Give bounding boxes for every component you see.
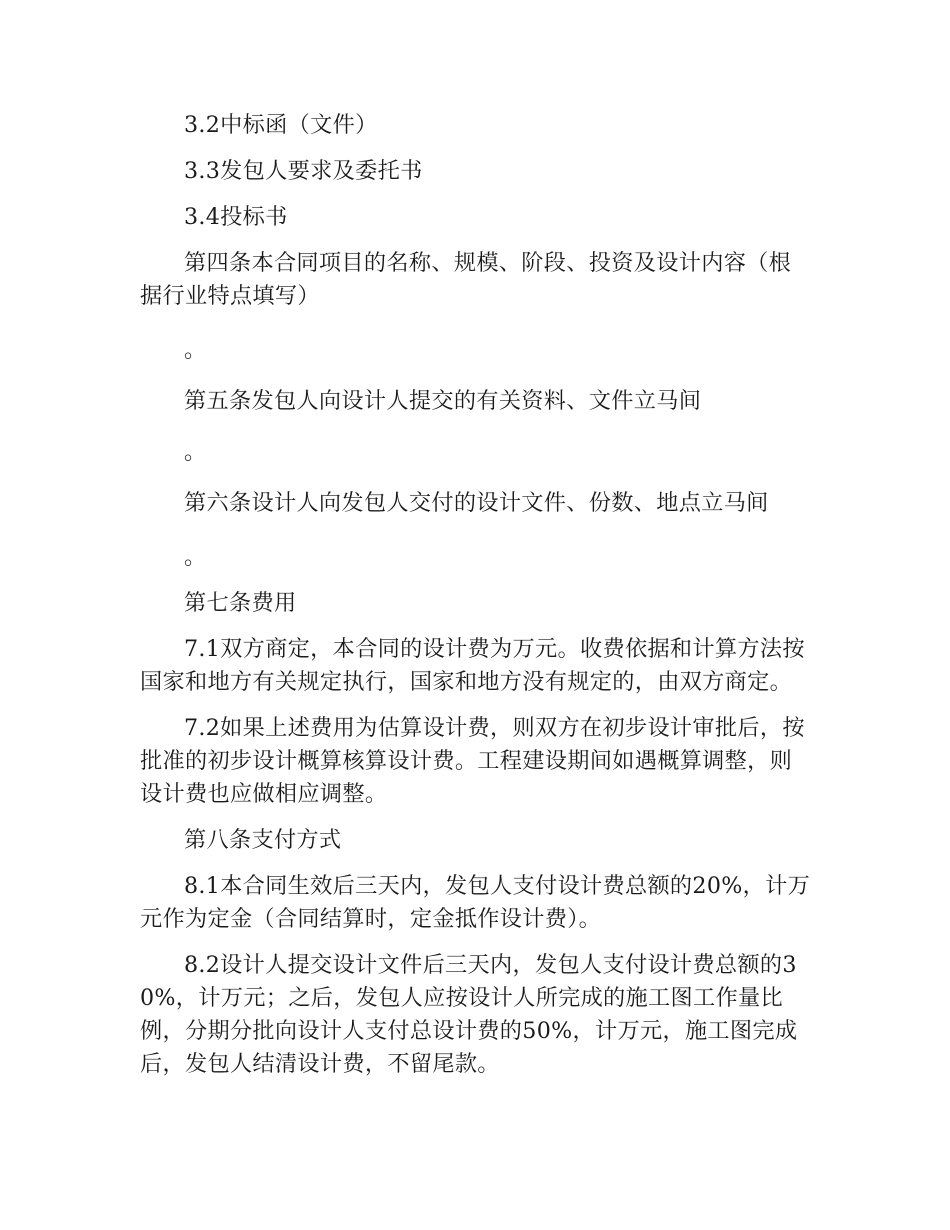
clause-8-1: 8.1本合同生效后三天内，发包人支付设计费总额的20%，计万元作为定金（合同结算时，定金抵作设计费）。: [140, 873, 811, 932]
article-5-blank: 。: [184, 439, 207, 465]
clause-7-1: 7.1双方商定，本合同的设计费为万元。收费依据和计算方法按国家和地方有关规定执行，国家和地方没有规定的，由双方商定。: [140, 636, 805, 695]
article-4-blank: 。: [184, 337, 207, 363]
article-5: 第五条发包人向设计人提交的有关资料、文件立马间: [184, 388, 702, 414]
clause-3-3: 3.3发包人要求及委托书: [184, 158, 423, 184]
clause-7-2: 7.2如果上述费用为估算设计费，则双方在初步设计审批后，按批准的初步设计概算核算设计费。工程建设期间如遇概算调整，则设计费也应做相应调整。: [140, 715, 805, 807]
article-6-blank: 。: [184, 544, 207, 570]
article-6: 第六条设计人向发包人交付的设计文件、份数、地点立马间: [184, 490, 769, 516]
clause-3-4: 3.4投标书: [184, 204, 288, 230]
clause-8-2: 8.2设计人提交设计文件后三天内，发包人支付设计费总额的30%，计万元；之后，发包人应按设计人所完成的施工图工作量比例，分期分批向设计人支付总设计费的50%，计万元，施工图完成后，发包人结清设计费，不留尾款。: [140, 952, 798, 1077]
article-7-title: 第七条费用: [184, 590, 297, 616]
document-body: [140, 109, 812, 1094]
clause-3-2: 3.2中标函（文件）: [184, 112, 378, 138]
article-8-title: 第八条支付方式: [184, 827, 342, 853]
article-4: 第四条本合同项目的名称、规模、阶段、投资及设计内容（根据行业特点填写）: [140, 250, 792, 309]
